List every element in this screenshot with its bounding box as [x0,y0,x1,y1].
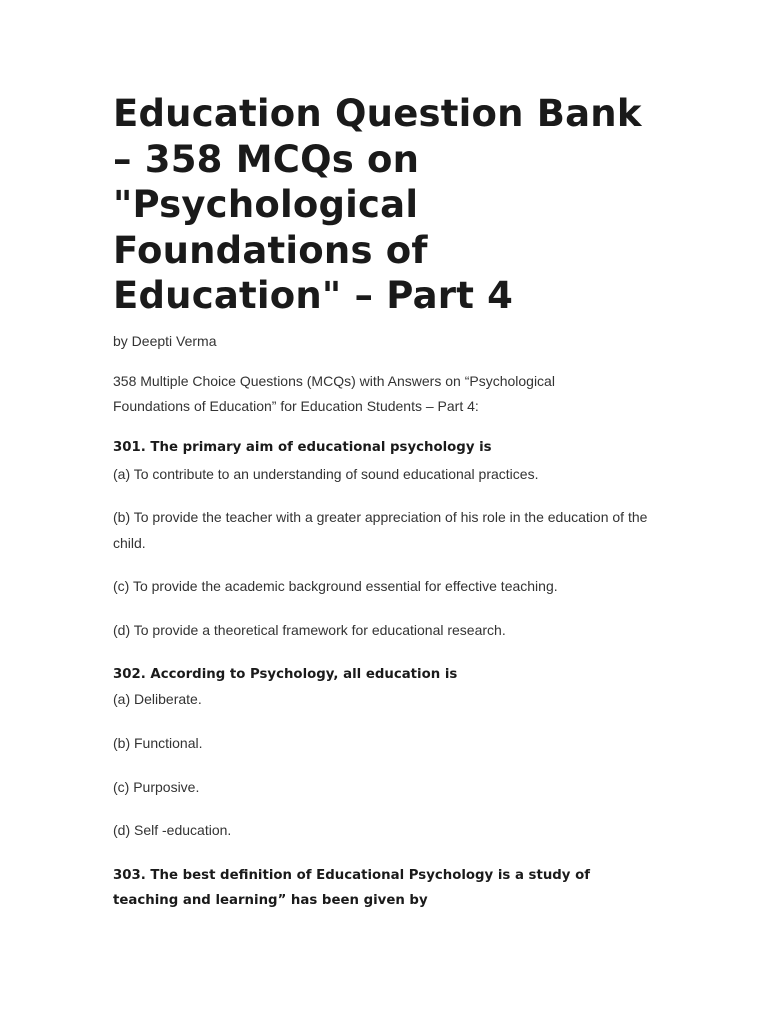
question-301-option-a: (a) To contribute to an understanding of sound educational practices. [113,466,539,482]
author-byline: by Deepti Verma [113,333,217,349]
question-302: 302. According to Psychology, all education is [113,667,458,682]
question-302-option-d: (d) Self -education. [113,822,232,838]
page-title: Education Question Bank – 358 MCQs on "Psychological Foundations of Education" – Part 4 [113,92,642,317]
question-302-option-c: (c) Purposive. [113,779,200,795]
question-301-option-b: (b) To provide the teacher with a greater appreciation of his role in the education of the child. [113,509,648,551]
question-303: 303. The best definition of Educational Psychology is a study of teaching and learning” has been given by [113,868,591,908]
question-302-option-a: (a) Deliberate. [113,691,202,707]
question-301-option-c: (c) To provide the academic background essential for effective teaching. [113,578,558,594]
question-302-option-b: (b) Functional. [113,735,203,751]
intro-paragraph: 358 Multiple Choice Questions (MCQs) with Answers on “Psychological Foundations of Education” for Education Students – Part 4: [113,373,555,414]
question-301-option-d: (d) To provide a theoretical framework for educational research. [113,622,506,638]
question-301: 301. The primary aim of educational psychology is [113,440,492,455]
